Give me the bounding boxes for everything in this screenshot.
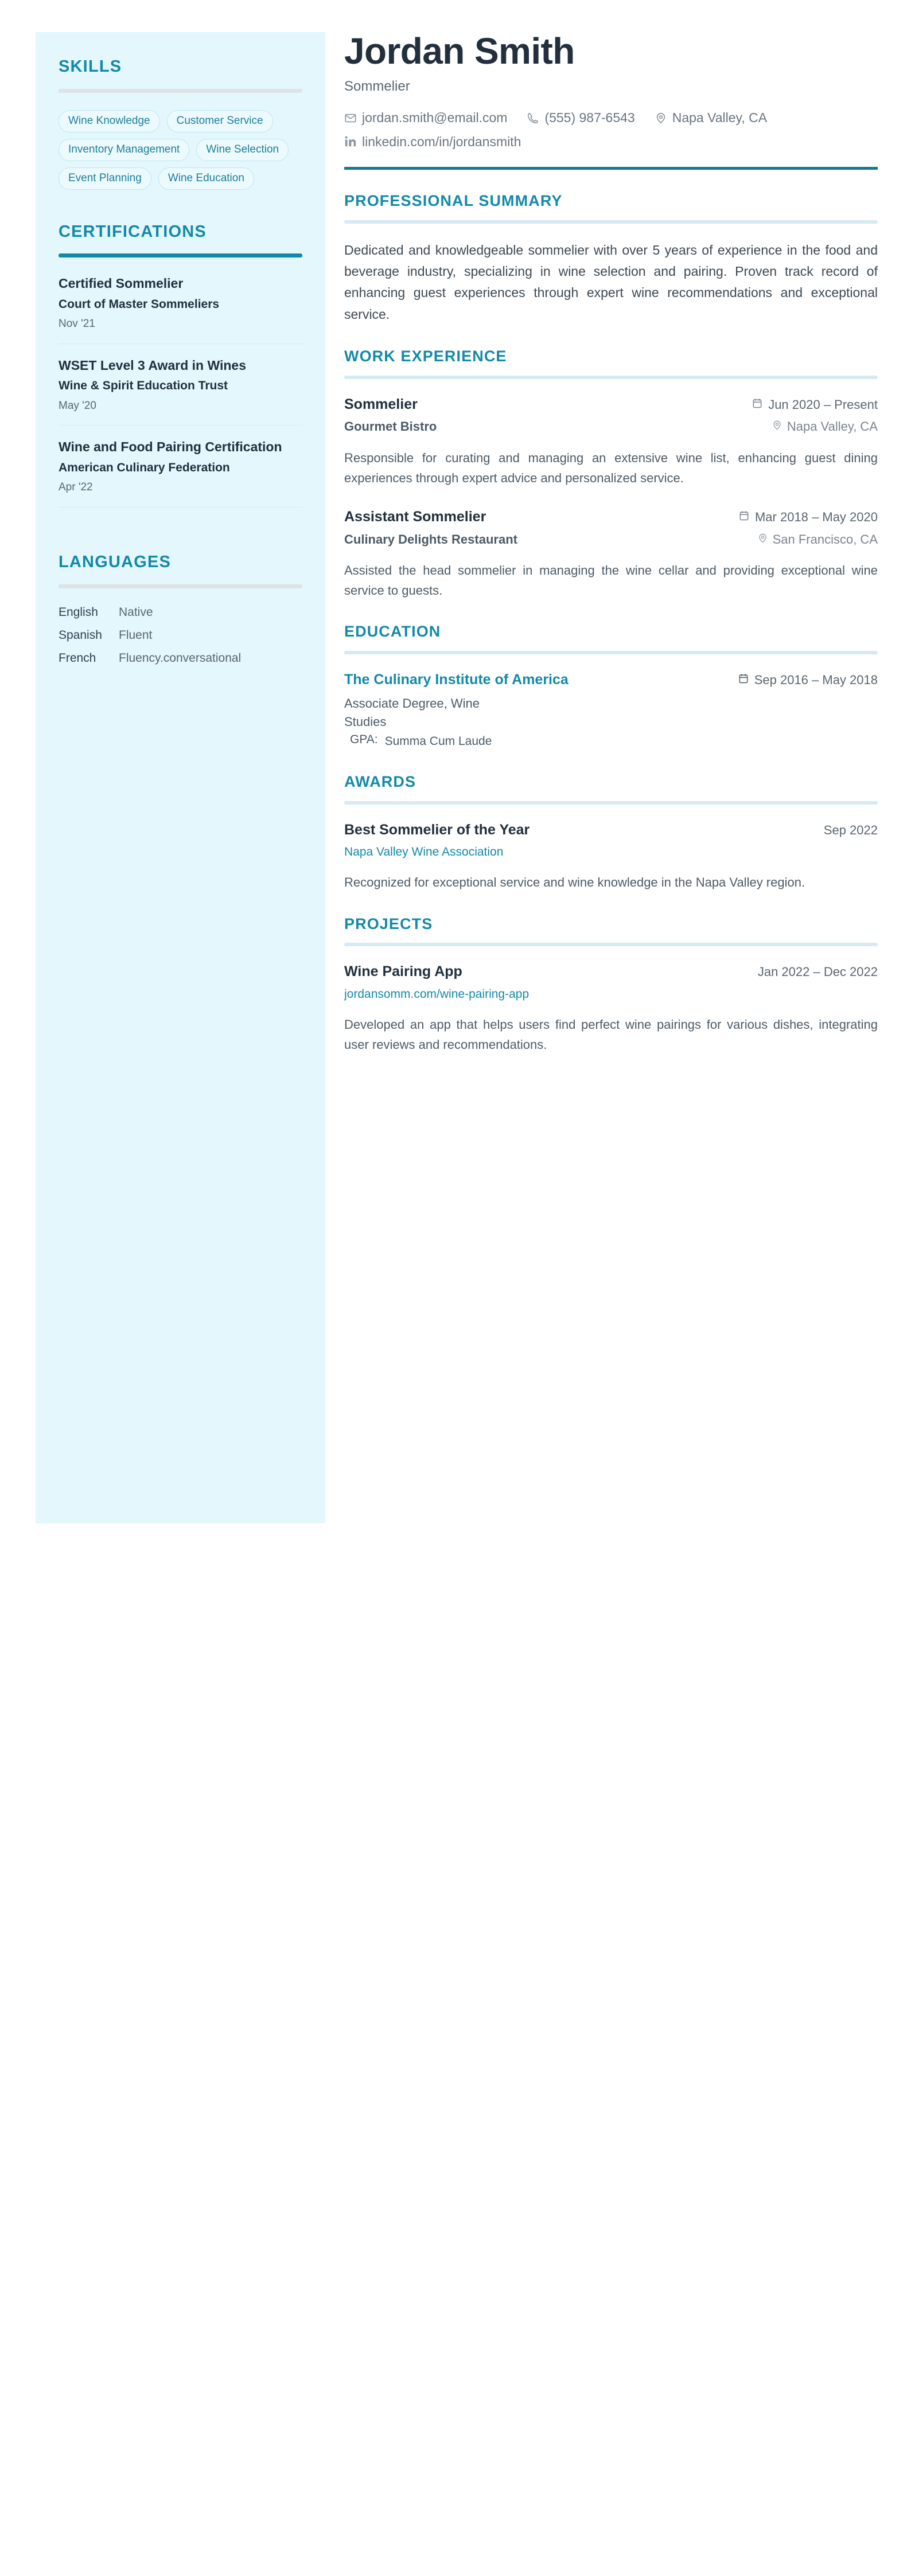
- spacer: [59, 520, 302, 553]
- calendar-icon: [738, 509, 750, 526]
- project-description: Developed an app that helps users find perfect wine pairings for various dishes, integrating user reviews and recommendations.: [344, 1017, 878, 1052]
- work-entry-location: [772, 419, 878, 434]
- skill-pill[interactable]: Wine Education: [158, 167, 254, 190]
- project-date: [758, 964, 878, 981]
- work-entry-description: Responsible for curating and managing an extensive wine list, enhancing guest dining experiences through expert advice and personalized service.: [344, 450, 878, 485]
- work-entry-header: [344, 395, 878, 414]
- contact-phone[interactable]: [527, 110, 634, 126]
- contact-email-text: jordan.smith@email.com: [362, 110, 508, 125]
- language-name: French: [59, 651, 96, 665]
- mail-icon: [344, 112, 357, 124]
- certification-name: WSET Level 3 Award in Wines: [59, 357, 246, 373]
- work-entry-date-text: Jun 2020 – Present: [768, 397, 878, 412]
- calendar-icon: [738, 672, 749, 689]
- calendar-icon: [752, 397, 763, 413]
- education-gpa: [350, 733, 522, 750]
- education-heading: EDUCATION: [344, 623, 441, 641]
- location-pin-icon: [772, 419, 782, 434]
- award-description: Recognized for exceptional service and wine knowledge in the Napa Valley region.: [344, 875, 805, 890]
- skill-pill[interactable]: Wine Knowledge: [59, 110, 160, 132]
- certifications-heading: CERTIFICATIONS: [59, 222, 207, 241]
- award-entry-header: [344, 821, 878, 840]
- education-date: [738, 672, 878, 689]
- professional-summary-heading: PROFESSIONAL SUMMARY: [344, 192, 563, 210]
- contact-row-primary: [344, 110, 878, 126]
- work-entry-location: [757, 532, 878, 547]
- contact-phone-text: (555) 987-6543: [544, 110, 635, 125]
- skill-pill[interactable]: Event Planning: [59, 167, 151, 190]
- work-entry-org: Gourmet Bistro: [344, 419, 437, 434]
- language-level: Native: [119, 605, 153, 619]
- section-projects: [344, 916, 878, 1055]
- certification-org: American Culinary Federation: [59, 460, 230, 474]
- work-entry-date: [738, 509, 878, 526]
- education-gpa-value: Summa Cum Laude: [384, 735, 492, 748]
- award-date: [824, 822, 878, 839]
- sidebar: [36, 32, 325, 1523]
- skill-pill[interactable]: Wine Selection: [196, 139, 289, 161]
- work-entry-location-text: San Francisco, CA: [772, 532, 878, 547]
- education-entry-header: [344, 670, 878, 689]
- section-professional-summary: [344, 193, 878, 325]
- work-experience-heading: WORK EXPERIENCE: [344, 347, 507, 365]
- certification-name: Wine and Food Pairing Certification: [59, 439, 282, 455]
- skills-list: [59, 110, 302, 190]
- contact-email[interactable]: [344, 110, 507, 126]
- languages-divider: [59, 584, 302, 588]
- work-entry: [344, 508, 878, 600]
- phone-icon: [527, 112, 539, 124]
- education-gpa-label: GPA:: [350, 733, 378, 747]
- work-entry-title: Assistant Sommelier: [344, 509, 486, 525]
- contact-linkedin-text: linkedin.com/in/jordansmith: [362, 134, 521, 149]
- work-entry-org: Culinary Delights Restaurant: [344, 532, 517, 547]
- section-divider: [344, 801, 878, 805]
- education-school[interactable]: The Culinary Institute of America: [344, 672, 569, 688]
- section-divider: [344, 220, 878, 224]
- project-entry-header: [344, 962, 878, 981]
- skills-heading: SKILLS: [59, 57, 122, 76]
- job-title: Sommelier: [344, 79, 410, 95]
- work-entry-date-text: Mar 2018 – May 2020: [754, 510, 878, 525]
- language-item: [59, 606, 302, 619]
- work-entry: [344, 395, 878, 488]
- certification-date: Nov '21: [59, 318, 95, 330]
- certification-org: Court of Master Sommeliers: [59, 297, 220, 311]
- page-title: Jordan Smith: [344, 30, 575, 72]
- project-link[interactable]: jordansomm.com/wine-pairing-app: [344, 987, 530, 1001]
- work-entry-subheader: [344, 419, 878, 435]
- professional-summary-text: Dedicated and knowledgeable sommelier with over 5 years of experience in the food and beverage industry, specializing in wine selection and pairing. Proven track record of enhancing guest experiences through expert wine recommendations and exceptional service.: [344, 242, 878, 322]
- linkedin-icon: [344, 135, 357, 148]
- project-title: Wine Pairing App: [344, 963, 462, 980]
- project-entry: [344, 962, 878, 1055]
- education-degree: Associate Degree, Wine Studies: [344, 696, 480, 729]
- work-entry-date: [752, 397, 878, 413]
- contact-location-text: Napa Valley, CA: [672, 110, 768, 125]
- awards-heading: AWARDS: [344, 772, 416, 790]
- language-item: [59, 629, 302, 642]
- location-pin-icon: [655, 112, 667, 124]
- work-entry-header: [344, 508, 878, 526]
- section-work-experience: [344, 348, 878, 601]
- contact-linkedin[interactable]: [344, 134, 521, 150]
- section-divider: [344, 651, 878, 654]
- contact-row-secondary: [344, 134, 878, 150]
- work-entry-title: Sommelier: [344, 396, 418, 412]
- certification-item: [59, 438, 302, 507]
- languages-list: [59, 606, 302, 665]
- location-pin-icon: [757, 532, 768, 547]
- education-date-text: Sep 2016 – May 2018: [754, 673, 878, 688]
- language-item: [59, 651, 302, 665]
- section-education: [344, 623, 878, 750]
- award-date-text: Sep 2022: [823, 822, 878, 837]
- languages-heading: LANGUAGES: [59, 552, 172, 571]
- section-awards: [344, 774, 878, 893]
- work-entry-description: Assisted the head sommelier in managing the wine cellar and providing exceptional wine service to guests.: [344, 563, 878, 598]
- certification-date: Apr '22: [59, 481, 93, 494]
- certification-item: [59, 357, 302, 426]
- project-date-text: Jan 2022 – Dec 2022: [757, 965, 878, 979]
- award-org[interactable]: Napa Valley Wine Association: [344, 845, 504, 859]
- section-divider: [344, 943, 878, 946]
- certification-item: [59, 275, 302, 344]
- language-name: English: [59, 605, 98, 619]
- certifications-divider: [59, 253, 302, 257]
- certification-date: May '20: [59, 399, 96, 412]
- certification-name: Certified Sommelier: [59, 276, 184, 291]
- award-title: Best Sommelier of the Year: [344, 821, 530, 838]
- projects-heading: PROJECTS: [344, 915, 433, 932]
- language-level: Fluent: [119, 628, 153, 642]
- contact-location: [655, 110, 767, 126]
- skills-divider: [59, 89, 302, 93]
- certification-org: Wine & Spirit Education Trust: [59, 379, 228, 393]
- language-name: Spanish: [59, 628, 102, 642]
- skill-pill[interactable]: Customer Service: [167, 110, 273, 132]
- work-entry-location-text: Napa Valley, CA: [787, 419, 878, 434]
- language-level: Fluency.conversational: [119, 651, 242, 665]
- education-entry: [344, 670, 878, 751]
- section-divider: [344, 376, 878, 379]
- header-divider: [344, 167, 878, 170]
- spacer: [59, 190, 302, 223]
- award-entry: [344, 821, 878, 893]
- work-entry-subheader: [344, 532, 878, 548]
- main-content: [344, 32, 878, 1067]
- skill-pill[interactable]: Inventory Management: [59, 139, 189, 161]
